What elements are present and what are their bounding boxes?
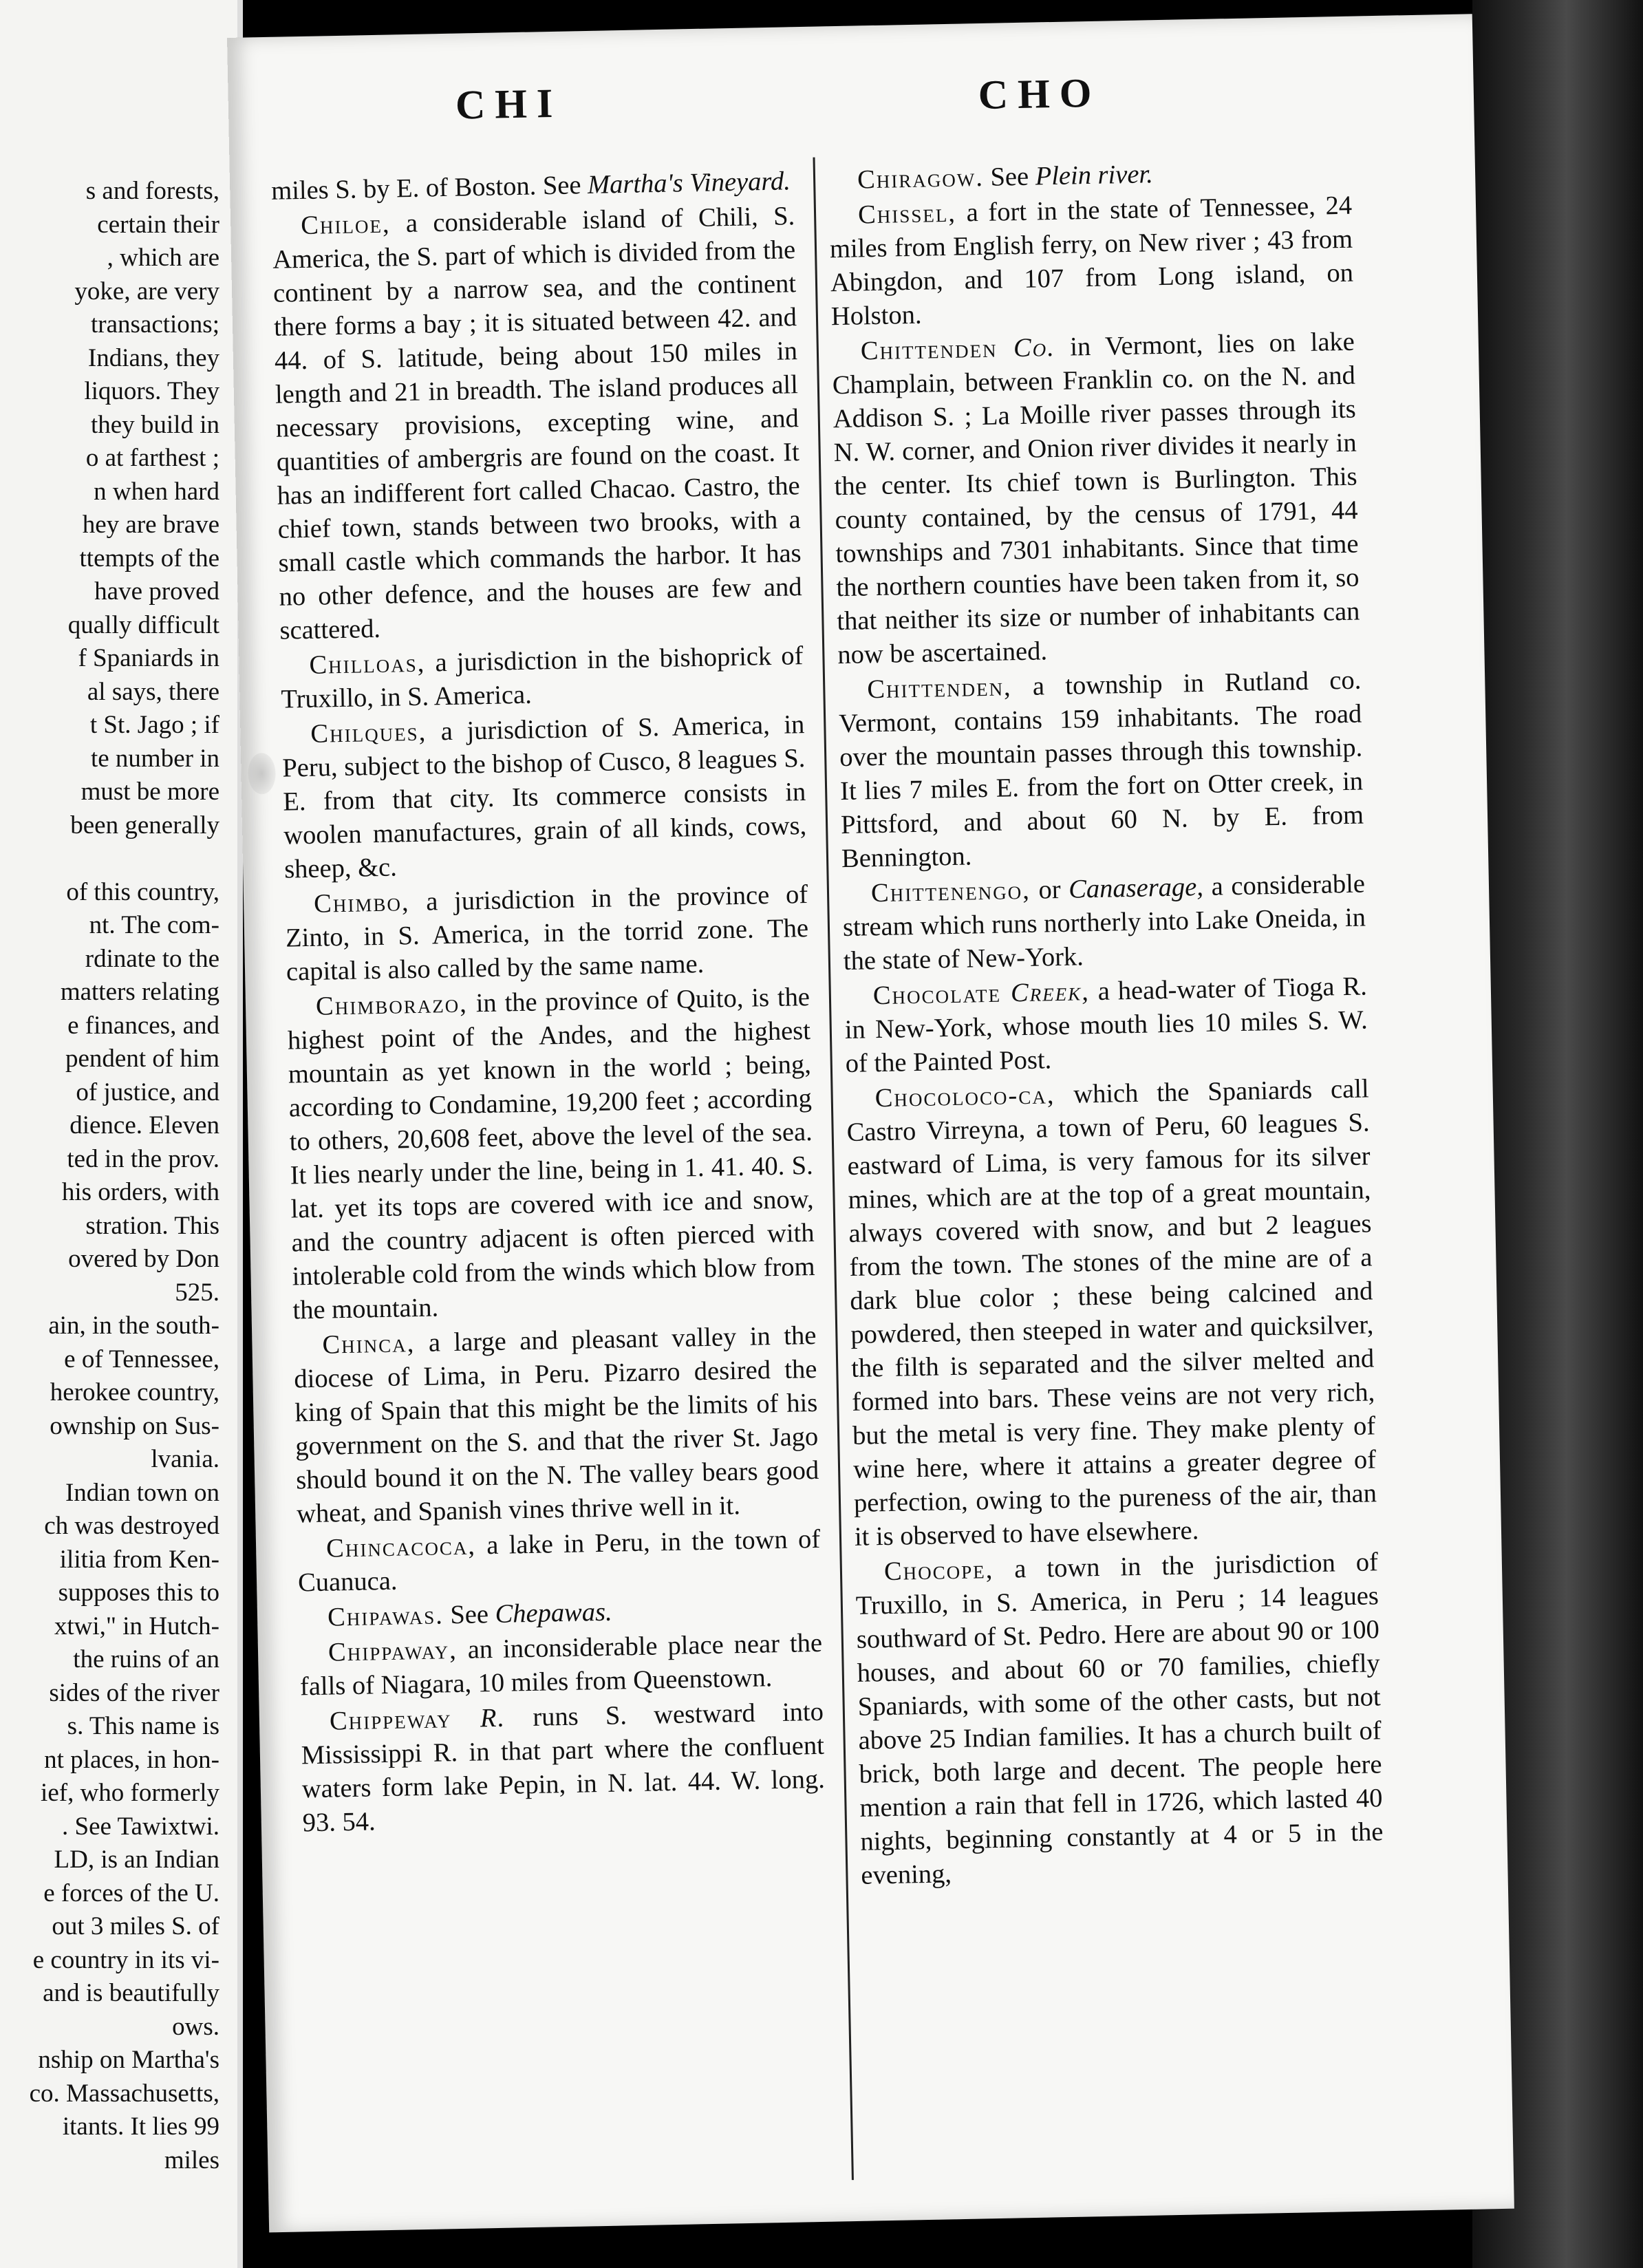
left-page-line: pendent of him [65, 1045, 219, 1073]
entry-headword: Creek, [1000, 977, 1091, 1008]
entry-text: in Vermont, lies on lake Champlain, between Franklin co. on the N. and Addison S. ; La Moille river passes through its N. W. corner, and Onion river divides it nearly in the center. Its chief town is Burlington. This county contained, by the census of 1791, 44 townships and 7301 inhabitants. Since that time the northern counties have been taken from it, so that neither its size or number of inhabitants can now be ascertained. [832, 327, 1360, 670]
left-page-line: nt places, in hon- [44, 1745, 219, 1774]
entry-text: a lake in Peru, in the town of Cuanuca. [297, 1524, 821, 1598]
entry-headword: Chimborazo, [315, 989, 469, 1021]
left-page-line: ows. [172, 2012, 219, 2041]
left-page-line: Indian town on [65, 1478, 219, 1507]
left-page-line: been generally [70, 811, 219, 839]
left-page-line: herokee country, [50, 1378, 219, 1406]
entry-text: See [443, 1599, 495, 1630]
entry-text: which the Spaniards call Castro Virreyna, a town of Peru, 60 leagues S. eastward of Lima, is very famous for its silver mines, which are at the top of a great mountain, always covered with snow, and but 2 leagues from the town. The stones of the mine are of a dark blue color ; these being calcined and powdered, then steeped in water and quicksilver, the filth is separated and the silver melted and formed into bars. These veins are not very rich, but the metal is very fine. They make plenty of wine here, where it attains a greater degree of perfection, owing to the pureness of the air, than it is observed to have elsewhere. [846, 1074, 1377, 1552]
left-page-line: liquors. They [84, 377, 219, 405]
main-page [227, 14, 1514, 2232]
left-page-line: his orders, with [61, 1178, 219, 1206]
left-page-line: LD, is an Indian [54, 1846, 219, 1874]
gazetteer-entry [285, 878, 810, 989]
left-page-line: qually difficult [67, 610, 219, 639]
entry-text: Martha's Vineyard. [587, 167, 791, 200]
entry-text: a township in Rutland co. Vermont, contains 159 inhabitants. The road over the mountain passes through this township. It lies 7 miles E. from the fort on Otter creek, in Pittsford, and about 60 N. by E. from Bennington. [838, 665, 1364, 874]
entry-headword: Chimbo, [313, 888, 410, 919]
entry-text: miles S. by E. of Boston. See [270, 170, 588, 206]
left-page-line: ief, who formerly [41, 1779, 219, 1807]
left-page-line: ain, in the south- [48, 1312, 219, 1340]
entry-headword: Chocolate [872, 978, 1002, 1011]
left-page-line: yoke, are very [74, 277, 219, 306]
entry-headword: Chincacoca, [325, 1531, 477, 1563]
left-page-line: ch was destroyed [44, 1512, 219, 1540]
gazetteer-entry [838, 664, 1365, 877]
gazetteer-entry [272, 200, 803, 648]
left-page-line: s. This name is [67, 1712, 219, 1740]
left-page-line: of this country, [66, 877, 219, 906]
left-page-line: ownship on Sus- [50, 1411, 219, 1440]
left-page-line: te number in [90, 744, 219, 773]
left-page-line: transactions; [90, 310, 219, 339]
entry-headword: Chiloe, [300, 209, 391, 240]
gazetteer-entry [846, 1072, 1377, 1554]
entry-headword: Chittenden [860, 334, 998, 366]
left-page-line: co. Massachusetts, [29, 2079, 219, 2108]
left-page-line: n when hard [94, 477, 219, 506]
entry-headword: R. [451, 1703, 506, 1734]
left-page-line: e finances, and [67, 1011, 219, 1040]
entry-headword: Chissel, [857, 198, 957, 230]
left-page-line: miles [164, 2146, 219, 2174]
left-page-line: nship on Martha's [38, 2046, 219, 2074]
gazetteer-entry [293, 1319, 820, 1532]
gazetteer-entry [842, 867, 1367, 978]
entry-headword: Chocope, [883, 1555, 994, 1587]
entry-text: a large and pleasant valley in the diocese of Lima, in Peru. Pizarro desired the king of Spain that this might be the limits of his government on the S. and that the river St. Jago should bound it on the N. The valley bears good wheat, and Spanish vines thrive well in it. [294, 1320, 819, 1529]
left-page-line: of justice, and [76, 1078, 219, 1106]
left-page-line: e of Tennessee, [64, 1345, 219, 1373]
entry-text: a jurisdiction in the bishoprick of Truxillo, in S. America. [281, 641, 804, 714]
gazetteer-entry [297, 1523, 822, 1601]
left-page-line: the ruins of an [73, 1645, 219, 1673]
left-page-line: out 3 miles S. of [52, 1912, 219, 1940]
entry-headword: Co. [997, 332, 1056, 363]
entry-text: a jurisdiction of S. America, in Peru, subject to the bishop of Cusco, 8 leagues S. E. from that city. Its commerce consists in woolen manufactures, grain of all kinds, cows, sheep, &c. [281, 710, 807, 884]
left-page-line: matters relating [60, 978, 219, 1006]
left-page-line: ilitia from Ken- [59, 1545, 219, 1574]
entry-headword: Chilques, [310, 717, 427, 749]
left-page-line: lvania. [151, 1445, 219, 1473]
left-page-line: t St. Jago ; if [89, 711, 219, 739]
entry-text: a town in the jurisdiction of Truxillo, in S. America, in Peru ; 14 leagues southward of St. Pedro. Here are about 90 or 100 houses, and about 60 or 70 families, chiefly Spaniards, with some of the other casts, but not above 25 Indian families. It has a church built of brick, both large and decent. The people here mention a rain that fell in 1726, which lasted 40 nights, beginning constantly at 4 or 5 in the evening, [855, 1548, 1384, 1890]
gazetteer-entry [281, 708, 808, 887]
entry-text: Plein river. [1035, 160, 1154, 191]
entry-text: runs S. westward into Mississippi R. in that part where the confluent waters form lake Pepin, in N. lat. 44. W. long. 93. 54. [301, 1697, 826, 1838]
gazetteer-entry [855, 1545, 1384, 1892]
gazetteer-entry [831, 325, 1360, 672]
left-page-line: al says, there [87, 677, 219, 706]
entry-headword: Chippaway, [327, 1636, 458, 1667]
left-page-line: ttempts of the [79, 544, 219, 573]
entry-text: See [983, 162, 1036, 192]
entry-headword: Chippeway [329, 1704, 453, 1736]
entry-headword: Chipawas. [327, 1601, 444, 1632]
left-page-line: , which are [107, 244, 219, 272]
left-page-line: hey are brave [82, 511, 219, 539]
entry-text: a considerable stream which runs northerly into Lake Oneida, in the state of New-York. [842, 869, 1366, 976]
entry-headword: Chilloas, [309, 648, 426, 680]
paper-tear [248, 753, 276, 795]
entry-text: Canaserage, [1068, 872, 1204, 904]
left-page-line: stration. This [85, 1211, 219, 1240]
entry-text: a jurisdiction in the province of Zinto, in S. America, in the torrid zone. The capital is also called by the same name. [285, 880, 809, 987]
left-page-line: xtwi," in Hutch- [54, 1612, 219, 1640]
facing-page-left [0, 0, 243, 2268]
left-page-line: certain their [97, 210, 219, 239]
left-page-line: they build in [90, 410, 219, 439]
left-page-line: rdinate to the [85, 944, 219, 973]
left-page-line: s and forests, [85, 177, 219, 205]
entry-text: an inconsiderable place near the falls of Niagara, 10 miles from Queenstown. [299, 1628, 823, 1702]
left-page-line: supposes this to [58, 1579, 219, 1607]
left-page-line: 525. [175, 1278, 219, 1307]
left-page-line: and is beautifully [43, 1979, 219, 2007]
running-header-right: CHO [978, 69, 1102, 118]
entry-text: or [1030, 875, 1069, 905]
left-page-line: nt. The com- [89, 911, 219, 939]
left-page-line: dience. Eleven [69, 1111, 219, 1140]
left-page-line: e country in its vi- [32, 1945, 219, 1974]
entry-text: a head-water of Tioga R. in New-York, whose mouth lies 10 miles S. W. of the Painted Post. [844, 972, 1368, 1079]
left-page-line: must be more [80, 778, 219, 806]
entry-text: a considerable island of Chili, S. America, the S. part of which is divided from the continent by a narrow sea, and the continent there forms a bay ; it is situated between 42. and 44. of S. latitude, being about 150 miles in length and 21 in breadth. The island produces all necessary provisions, excepting wine, and quantities of ambergris are found on the coast. It has an indifferent fort called Chacao. Castro, the chief town, stands between two brooks, with a small castle which commands the harbor. It has no other defence, and the houses are few and scattered. [272, 202, 802, 645]
entry-headword: Chiragow. [857, 162, 985, 195]
entry-headword: Chittenden, [866, 672, 1012, 705]
left-page-line: Indians, they [87, 343, 219, 372]
entry-text: in the province of Quito, is the highest point of the Andes, and the highest mountain as yet known in the world ; being, according to Condamine, 19,200 feet ; according to others, 20,608 feet, above the level of the sea. It lies nearly under the line, being in 1. 41. 40. S. lat. yet its tops are covered with ice and snow, and the country adjacent is often pierced with intolerable cold from the winds which blow from the mountain. [287, 983, 815, 1325]
left-page-line: o at farthest ; [85, 444, 219, 472]
left-page-line: overed by Don [68, 1245, 219, 1273]
left-page-line: itants. It lies 99 [62, 2112, 219, 2141]
entry-headword: Chinca, [322, 1329, 416, 1360]
gazetteer-entry [844, 970, 1368, 1081]
left-page-line: sides of the river [49, 1678, 219, 1707]
left-page-line: have proved [94, 577, 219, 606]
entry-text: Chepawas. [495, 1597, 613, 1629]
left-page-line: e forces of the U. [43, 1879, 219, 1907]
left-page-line: f Spaniards in [78, 644, 219, 672]
gazetteer-entry [299, 1627, 824, 1704]
entry-headword: Chocoloco-ca, [874, 1080, 1055, 1113]
text-column-right [828, 154, 1384, 1894]
entry-headword: Chittenengo, [870, 875, 1031, 908]
gazetteer-entry [301, 1695, 826, 1841]
left-page-line: ted in the prov. [67, 1144, 219, 1173]
left-page-line: . See Tawixtwi. [62, 1812, 219, 1841]
gazetteer-entry [829, 189, 1355, 334]
entry-text: a fort in the state of Tennessee, 24 miles from English ferry, on New river ; 43 from Abingdon, and 107 from Long island, on Holston. [829, 191, 1354, 332]
text-column-left [271, 164, 826, 1841]
running-header-left: CHI [455, 80, 563, 128]
gazetteer-entry [287, 981, 816, 1327]
gazetteer-entry [280, 639, 804, 717]
